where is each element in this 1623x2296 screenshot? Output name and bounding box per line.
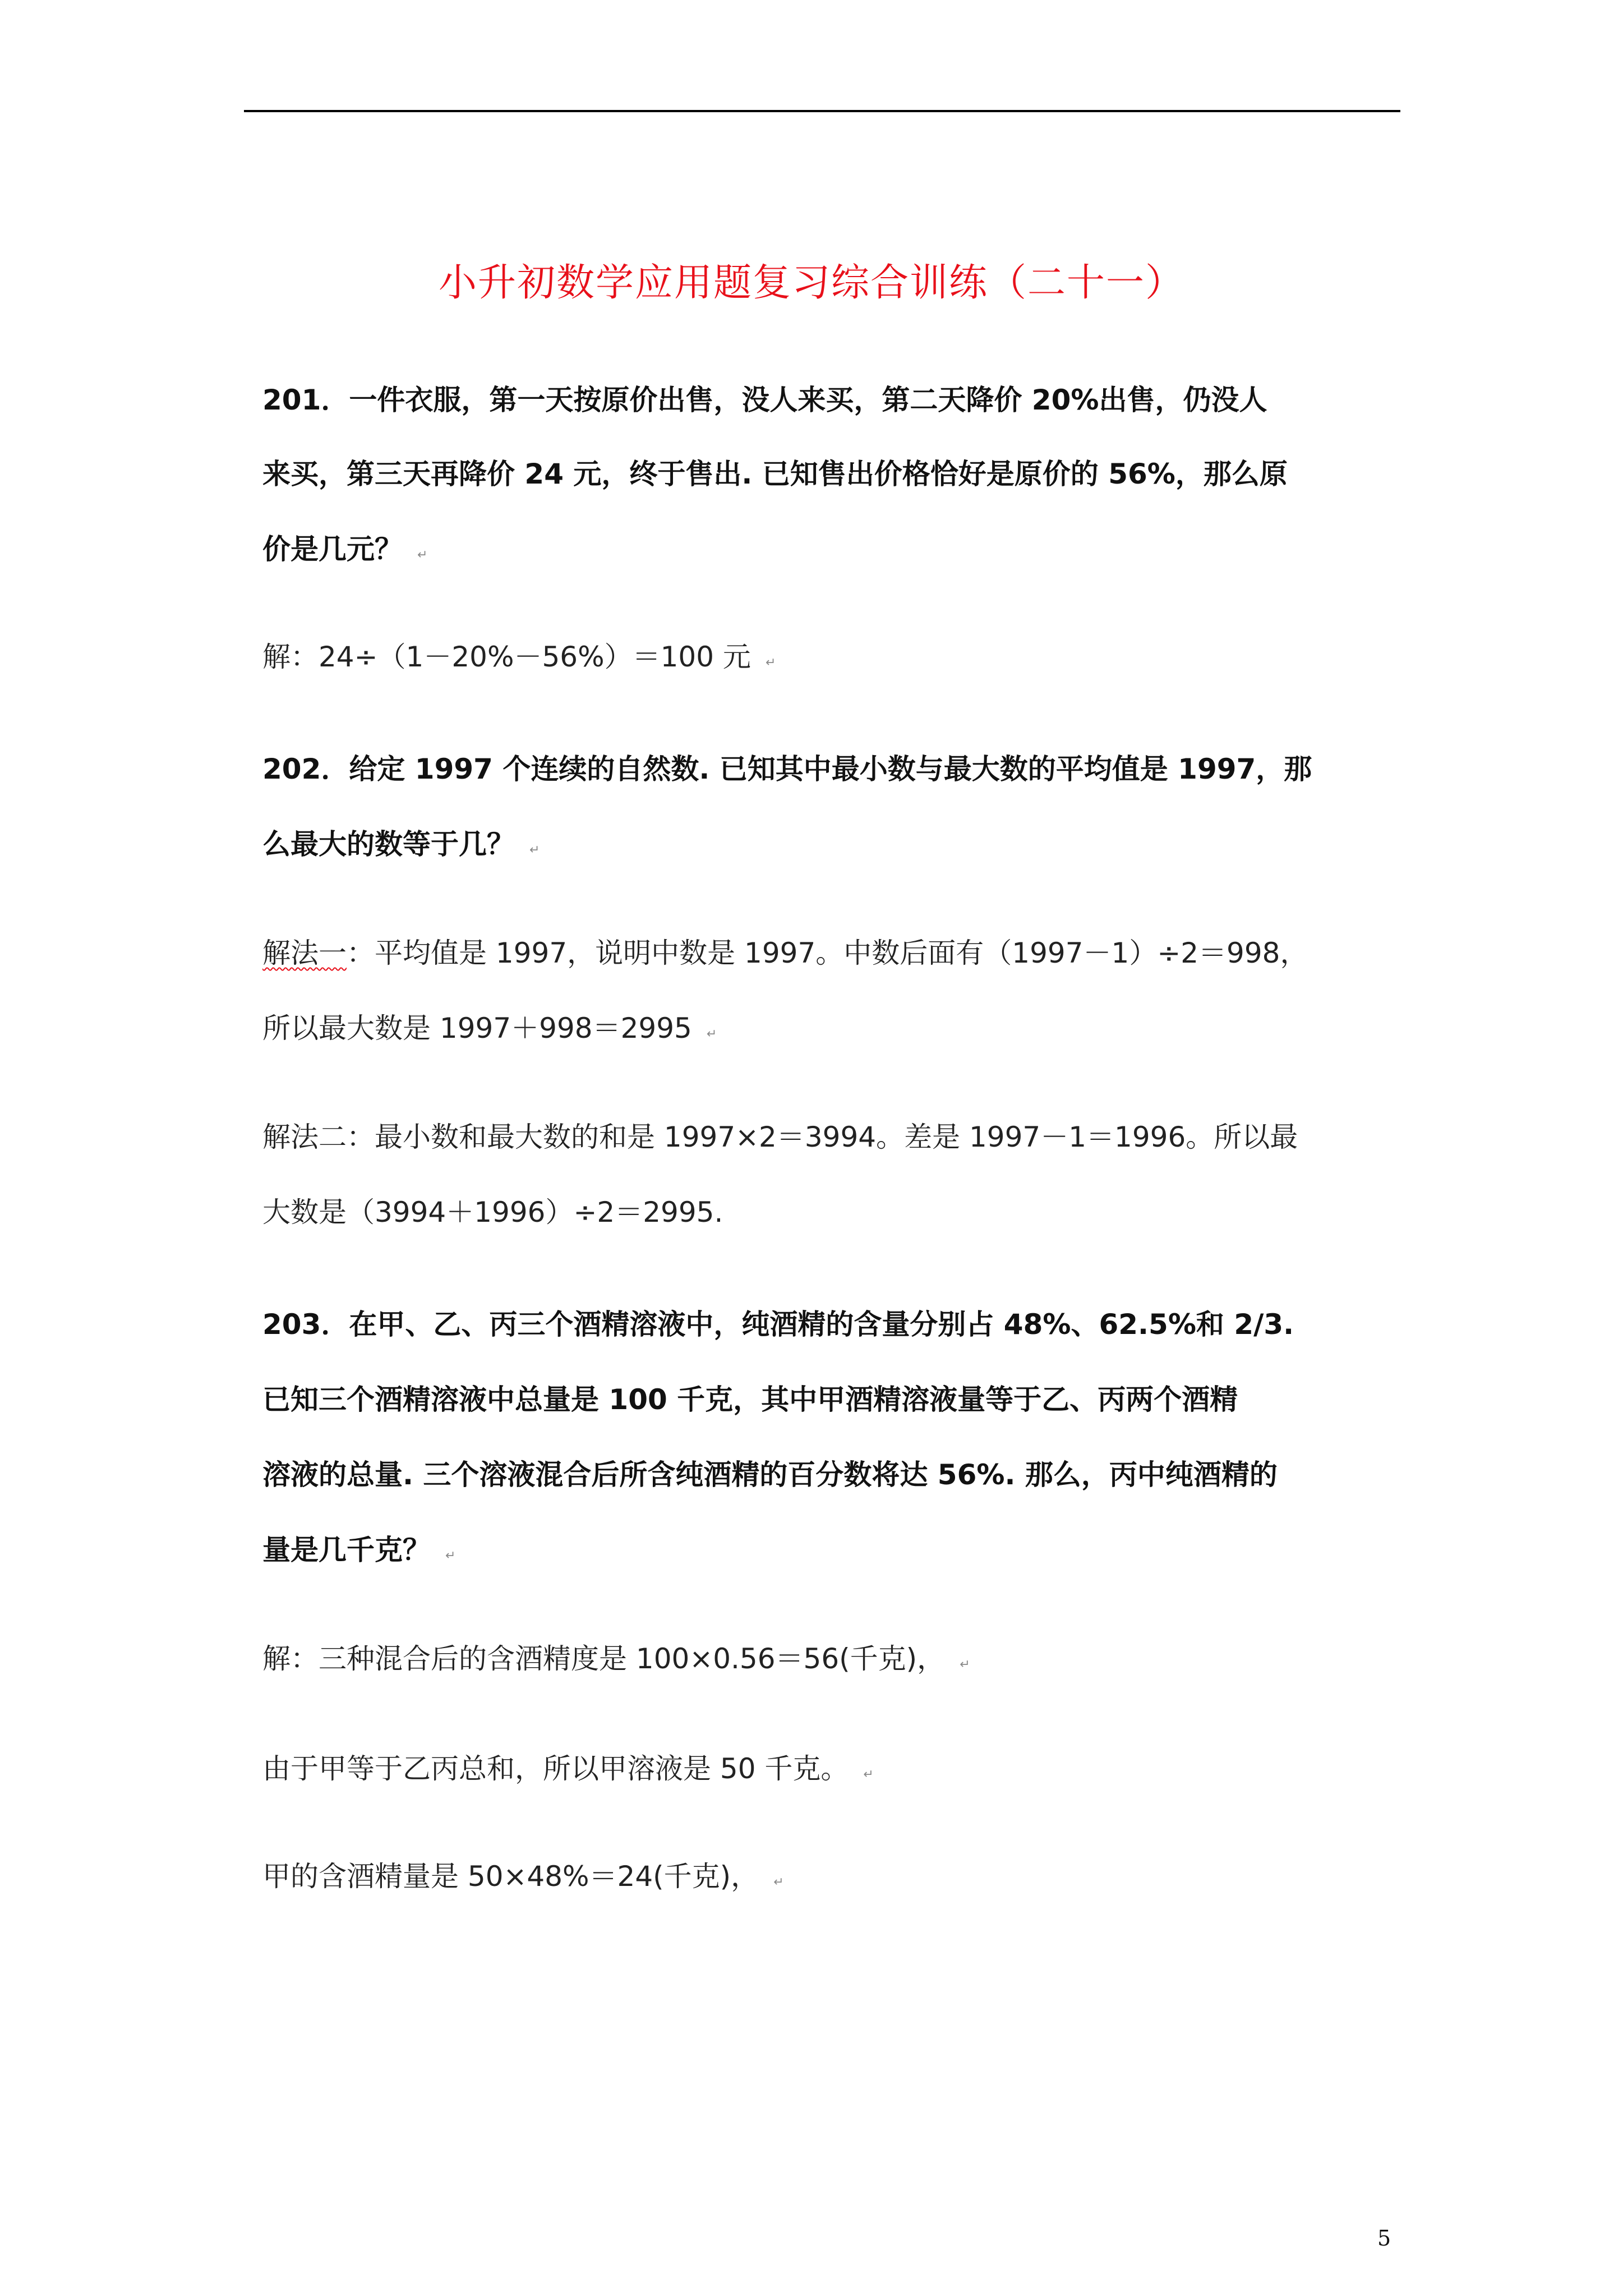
problem-201-line-3 xyxy=(262,530,427,575)
paragraph-mark-icon: ↵ xyxy=(765,656,776,670)
problem-203-line-4 xyxy=(262,1530,455,1576)
answer-text: 所以最大数是 1997＋998＝2995 xyxy=(262,1012,692,1045)
paragraph-mark-icon: ↵ xyxy=(445,1549,456,1563)
problem-202-line-1 xyxy=(262,749,1312,789)
problem-text: 么最大的数等于几？ xyxy=(262,828,515,861)
problem-text: 203．在甲、乙、丙三个酒精溶液中，纯酒精的含量分别占 48%、62.5%和 2/3. xyxy=(262,1308,1294,1341)
method-1-label: 解法一 xyxy=(262,937,347,969)
problem-text: 202．给定 1997 个连续的自然数. 已知其中最小数与最大数的平均值是 1997，那 xyxy=(262,753,1312,785)
paragraph-mark-icon: ↵ xyxy=(417,548,428,562)
problem-203-answer-line-3 xyxy=(262,1857,784,1902)
answer-text: 由于甲等于乙丙总和，所以甲溶液是 50 千克。 xyxy=(262,1752,849,1785)
problem-202-method-2-line-2 xyxy=(262,1193,723,1232)
problem-203-line-3 xyxy=(262,1455,1278,1494)
answer-text: ：平均值是 1997，说明中数是 1997。中数后面有（1997－1）÷2＝998， xyxy=(347,937,1308,969)
answer-text: 解：三种混合后的含酒精度是 100×0.56＝56(千克)， xyxy=(262,1642,946,1675)
problem-203-answer-line-1 xyxy=(262,1639,970,1685)
paragraph-mark-icon: ↵ xyxy=(529,843,540,857)
problem-202-line-2 xyxy=(262,825,540,870)
answer-text: 解：24÷（1－20%－56%）＝100 元 xyxy=(262,641,751,673)
header-rule xyxy=(244,110,1400,112)
paragraph-mark-icon: ↵ xyxy=(706,1027,717,1041)
problem-203-line-2 xyxy=(262,1380,1238,1419)
answer-text: 甲的含酒精量是 50×48%＝24(千克)， xyxy=(262,1860,759,1893)
problem-text: 已知三个酒精溶液中总量是 100 千克，其中甲酒精溶液量等于乙、丙两个酒精 xyxy=(262,1383,1238,1416)
problem-201-line-2 xyxy=(262,454,1288,494)
problem-201-line-1 xyxy=(262,380,1267,420)
document-title: 小升初数学应用题复习综合训练（二十一） xyxy=(438,261,1184,305)
page-number: 5 xyxy=(1377,2226,1391,2251)
problem-text: 201．一件衣服，第一天按原价出售，没人来买，第二天降价 20%出售，仍没人 xyxy=(262,384,1267,416)
problem-202-method-2-line-1 xyxy=(262,1117,1298,1157)
paragraph-mark-icon: ↵ xyxy=(960,1658,970,1672)
problem-202-method-1-line-1 xyxy=(262,933,1308,973)
paragraph-mark-icon: ↵ xyxy=(863,1768,874,1782)
paragraph-mark-icon: ↵ xyxy=(773,1875,784,1889)
problem-203-answer-line-2 xyxy=(262,1749,874,1795)
problem-201-answer xyxy=(262,637,776,683)
problem-text: 价是几元？ xyxy=(262,533,403,565)
problem-202-method-1-line-2 xyxy=(262,1009,717,1054)
problem-text: 量是几千克？ xyxy=(262,1534,431,1566)
problem-text: 溶液的总量. 三个溶液混合后所含纯酒精的百分数将达 56%. 那么，丙中纯酒精的 xyxy=(262,1458,1278,1491)
answer-text: 解法二：最小数和最大数的和是 1997×2＝3994。差是 1997－1＝1996。所以最 xyxy=(262,1121,1298,1153)
problem-text: 来买，第三天再降价 24 元，终于售出. 已知售出价格恰好是原价的 56%，那么原 xyxy=(262,458,1288,490)
answer-text: 大数是（3994＋1996）÷2＝2995. xyxy=(262,1196,723,1228)
problem-203-line-1 xyxy=(262,1305,1294,1344)
